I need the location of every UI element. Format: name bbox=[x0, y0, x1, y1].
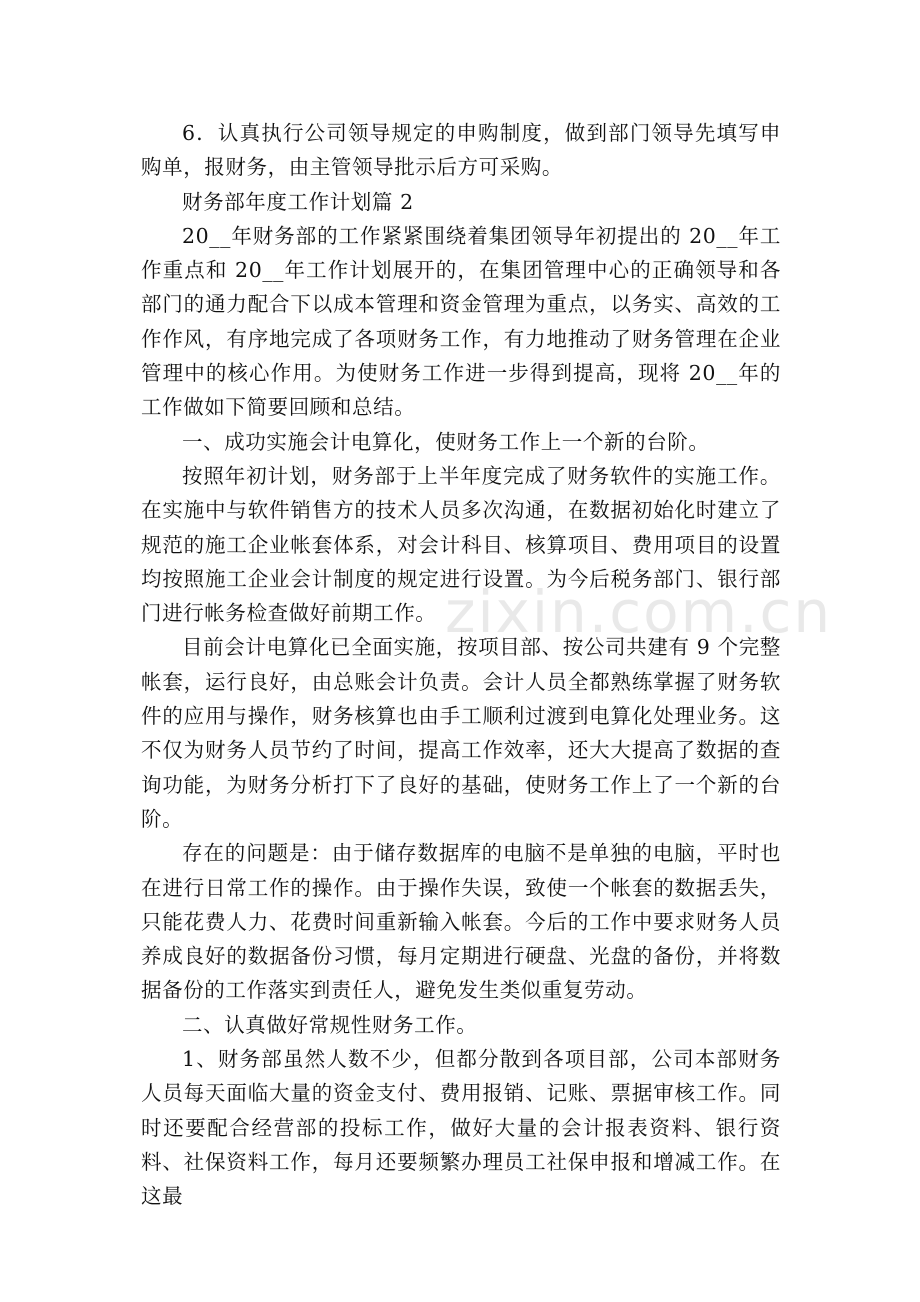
watermark: zixin.com.cn bbox=[445, 578, 833, 646]
paragraph-routine-work: 1、财务部虽然人数不少，但都分散到各项目部，公司本部财务人员每天面临大量的资金支付、费用报销、记账、票据审核工作。同时还要配合经营部的投标工作，做好大量的会计报表资料、银行资料、社保资料工作，每月还要频繁办理员工社保申报和增减工作。在这最 bbox=[141, 1047, 781, 1209]
paragraph-item-6: 6．认真执行公司领导规定的申购制度，做到部门领导先填写申购单，报财务，由主管领导批示后方可采购。 bbox=[141, 121, 781, 180]
paragraph-status: 目前会计电算化已全面实施，按项目部、按公司共建有 9 个完整帐套，运行良好，由总账会计负责。会计人员全都熟练掌握了财务软件的应用与操作，财务核算也由手工顺利过渡到电算化处理业务。这不仅为财务人员节约了时间，提高工作效率，还大大提高了数据的查询功能，为财务分析打下了良好的基础，使财务工作上了一个新的台阶。 bbox=[141, 635, 781, 831]
paragraph-implementation: 按照年初计划，财务部于上半年度完成了财务软件的实施工作。在实施中与软件销售方的技术人员多次沟通，在数据初始化时建立了规范的施工企业帐套体系，对会计科目、核算项目、费用项目的设置均按照施工企业会计制度的规定进行设置。为今后税务部门、银行部门进行帐务检查做好前期工作。 bbox=[141, 463, 781, 626]
document-body bbox=[141, 116, 781, 1214]
section-heading-plan-2: 财务部年度工作计划篇 2 bbox=[182, 189, 414, 214]
paragraph-problems: 存在的问题是：由于储存数据库的电脑不是单独的电脑，平时也在进行日常工作的操作。由于操作失误，致使一个帐套的数据丢失，只能花费人力、花费时间重新输入帐套。今后的工作中要求财务人员养成良好的数据备份习惯，每月定期进行硬盘、光盘的备份，并将数据备份的工作落实到责任人，避免发生类似重复劳动。 bbox=[141, 841, 781, 1003]
heading-part-2: 二、认真做好常规性财务工作。 bbox=[182, 1012, 478, 1037]
paragraph-intro: 20__年财务部的工作紧紧围绕着集团领导年初提出的 20__年工作重点和 20__年工作计划展开的，在集团管理中心的正确领导和各部门的通力配合下以成本管理和资金管理为重点，以务实、高效的工作作风，有序地完成了各项财务工作，有力地推动了财务管理在企业管理中的核心作用。为使财务工作进一步得到提高，现将 20__年的工作做如下简要回顾和总结。 bbox=[141, 223, 781, 420]
heading-part-1: 一、成功实施会计电算化，使财务工作上一个新的台阶。 bbox=[182, 429, 710, 454]
